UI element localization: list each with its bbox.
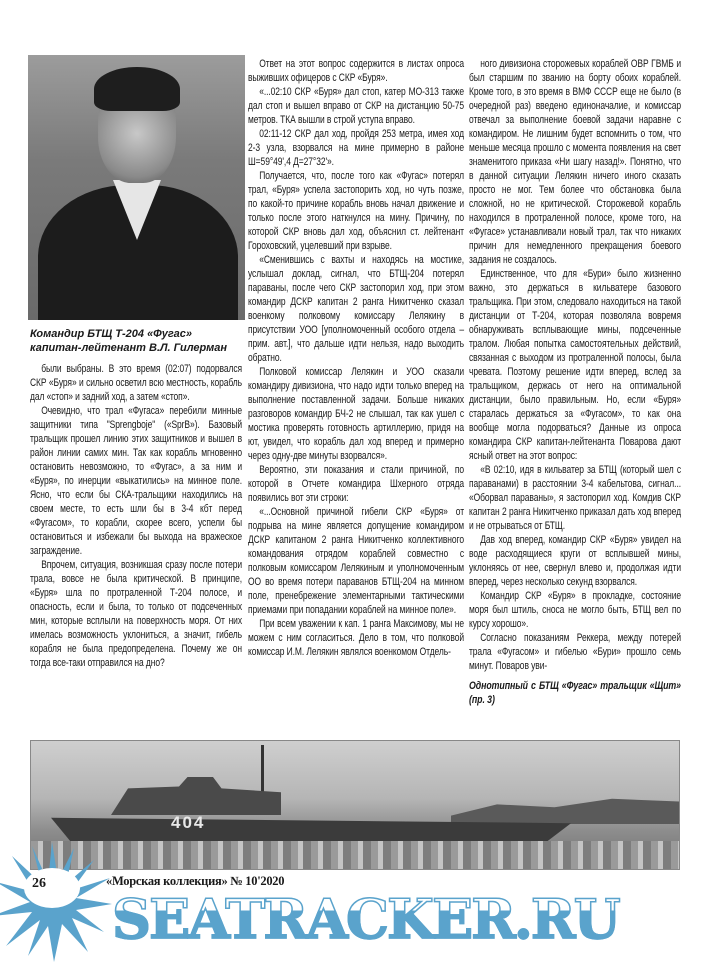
ship-hull-number: 404 [171, 813, 206, 832]
text-column-right [469, 57, 681, 707]
journal-title: «Морская коллекция» № 10'2020 [106, 874, 285, 888]
paragraph: Согласно показаниям Реккера, между потерей трала «Фугасом» и гибелью «Бури» прошло семь минут. Поваров уви- [469, 632, 681, 672]
watermark: SEATRACKER.RU [112, 887, 619, 951]
paragraph: «В 02:10, идя в кильватер за БТЩ (который шел с параванами) в расстоянии 3-4 кабельтова, сигнал... «Оборвал параваны», я застопорил ход. Комдив СКР капитан 2 ранга Никитченко приказал дать ход вперед и не отрываться от БТЩ. [469, 464, 681, 532]
paragraph: Ответ на этот вопрос содержится в листах опроса выживших офицеров с СКР «Буря». [248, 58, 464, 84]
paragraph: были выбраны. В это время (02:07) подорвался СКР «Буря» и сильно осветил всю местность, корабль дал «стоп» и задний ход, а затем «стоп». [30, 363, 243, 403]
paragraph: При всем уважении к кап. 1 ранга Максимову, мы не можем с ним согласиться. Дело в том, что полковой комиссар И.М. Лелякин являлся военкомом Отдель- [248, 618, 464, 658]
paragraph: Получается, что, после того как «Фугас» потерял трал, «Буря» успела застопорить ход, но чуть позже, по какой-то причине корабль вновь начал движение и только после этого наткнулся на мину. Причину, по которой СКР вновь дал ход, объяснил ст. лейтенант Гороховский, уцелевший при взрыве. [248, 170, 464, 252]
sunburst-icon [0, 842, 112, 962]
paragraph: «...Основной причиной гибели СКР «Буря» от подрыва на мине является допущение командиром ДСКР капитаном 2 ранга Никитченко коллективного командования отрядом кораблей совместно с полковым комиссаром Лелякиным и уполномоченным ОО во время потери параванов БТЩ-204 на минном поле, пренебрежение элементарными тактическими приемами при попадании кораблей на минное поле». [248, 506, 464, 616]
text-column-left [30, 362, 242, 670]
text-column-middle [248, 57, 464, 659]
paragraph: «...02:10 СКР «Буря» дал стоп, катер МО-313 также дал стоп и вышел вправо от СКР на дистанцию 50-75 метров. ТКА вышли в строй уступа вправо. [248, 86, 464, 126]
page-number: 26 [32, 876, 46, 891]
paragraph: Вероятно, эти показания и стали причиной, по которой в Отчете командира Шхерного отряда появились вот эти строки: [248, 464, 464, 504]
ship-caption: Однотипный с БТЩ «Фугас» тральщик «Щит» (пр. 3) [469, 680, 681, 706]
paragraph: Полковой комиссар Лелякин и УОО сказали командиру дивизиона, что надо идти только вперед на выполнение поставленной задачи. Больше никаких разговоров командир БЧ-2 не слышал, так как ушел с мостика проверять готовность артиллерию, придя на ют, увидел, что корабль дал ход вперед и примерно через одну-две минуты взорвался». [248, 366, 464, 462]
ship-photo [30, 740, 680, 870]
paragraph: «Сменившись с вахты и находясь на мостике, услышал доклад, сигнал, что БТЩ-204 потерял параваны, после чего СКР застопорил ход, при этом командир ДСКР капитан 2 ранга Никитченко сказал военкому полковому комиссару Лелякину в присутствии УОО [уполномоченный особого отдела – прим. авт.], что дальше идти нельзя, надо выходить обратно. [248, 254, 464, 364]
portrait-caption: Командир БТЩ Т-204 «Фугас» капитан-лейтенант В.Л. Гилерман [30, 328, 228, 354]
paragraph: 02:11-12 СКР дал ход, пройдя 253 метра, имея ход 2-3 узла, взорвался на мине примерно в районе Ш=59°49',4 Д=27°32'». [248, 128, 464, 168]
paragraph: Единственное, что для «Бури» было жизненно важно, это держаться в кильватере базового тральщика. При этом, следовало находиться на такой дистанции от Т-204, которая позволяла вовремя обнаруживать всплывающие мины, подсеченные тралом. Любая попытка самостоятельных действий, связанная с выходом из протраленной полосы, была чревата. Поэтому решение идти вперед, вслед за тральщиком, держась от него на оптимальной дистанции, было правильным. Но, если «Буря» старалась держаться за «Фугасом», то как она вообще могла подорваться? Данные из опроса командира СКР капитан-лейтенанта Поварова дают ясный ответ на этот вопрос: [469, 268, 681, 462]
paragraph: Впрочем, ситуация, возникшая сразу после потери трала, вовсе не была критической. В принципе, «Буря» шла по протраленной Т-204 полосе, и опасность, если и была, то только от подсеченных мин, которые всплыли на поверхность моря. От них имелась возможность уклониться, а значит, гибель корабля не была предопределена. Почему же он тогда все-таки отправился на дно? [30, 559, 243, 669]
paragraph: Командир СКР «Буря» в прокладке, состояние моря был штиль, сноса не могло быть, БТЩ вел по курсу хорошо». [469, 590, 681, 630]
portrait-photo [28, 55, 245, 320]
paragraph: Дав ход вперед, командир СКР «Буря» увидел на воде расходящиеся круги от всплывшей мины, уклоняясь от нее, свернул влево и, продолжая идти вперед, через несколько секунд взорвался. [469, 534, 681, 588]
paragraph: Очевидно, что трал «Фугаса» перебили минные защитники типа "Sprengboje" («SprB»). Базовый тральщик прошел линию этих защитников и вышел в район линии самих мин. Так как корабль мгновенно остановить невозможно, то «Фугас», а за ним и «Буря», по инерции «выкатились» на минное поле. Ясно, что если бы СКА-тральщики находились на своем месте, то есть шли бы в 3-4 кбт перед «Фугасом», то корабли, скорее всего, успели бы остановиться и избежали бы выхода на вражеское заграждение. [30, 405, 243, 557]
paragraph: ного дивизиона сторожевых кораблей ОВР ГВМБ и был старшим по званию на борту обоих кораблей. Кроме того, в это время в ВМФ СССР еще не было (в очередной раз) введено единоначалие, и комиссар отвечал за выполнение боевой задачи наравне с командиром. Не лишним будет вспомнить о том, что меньше месяца прошло с момента появления на свет знаменитого приказа «Ни шагу назад!». Понятно, что в данной ситуации Лелякин ничего иного сказать просто не мог. Тем более что обстановка была сложной, но не критической. Сторожевой корабль находился в протраленной полосе, кроме того, на «Фугасе» устанавливали новый трал, так что никаких причин для немедленного прекращения боевого задания не создалось. [469, 58, 681, 266]
